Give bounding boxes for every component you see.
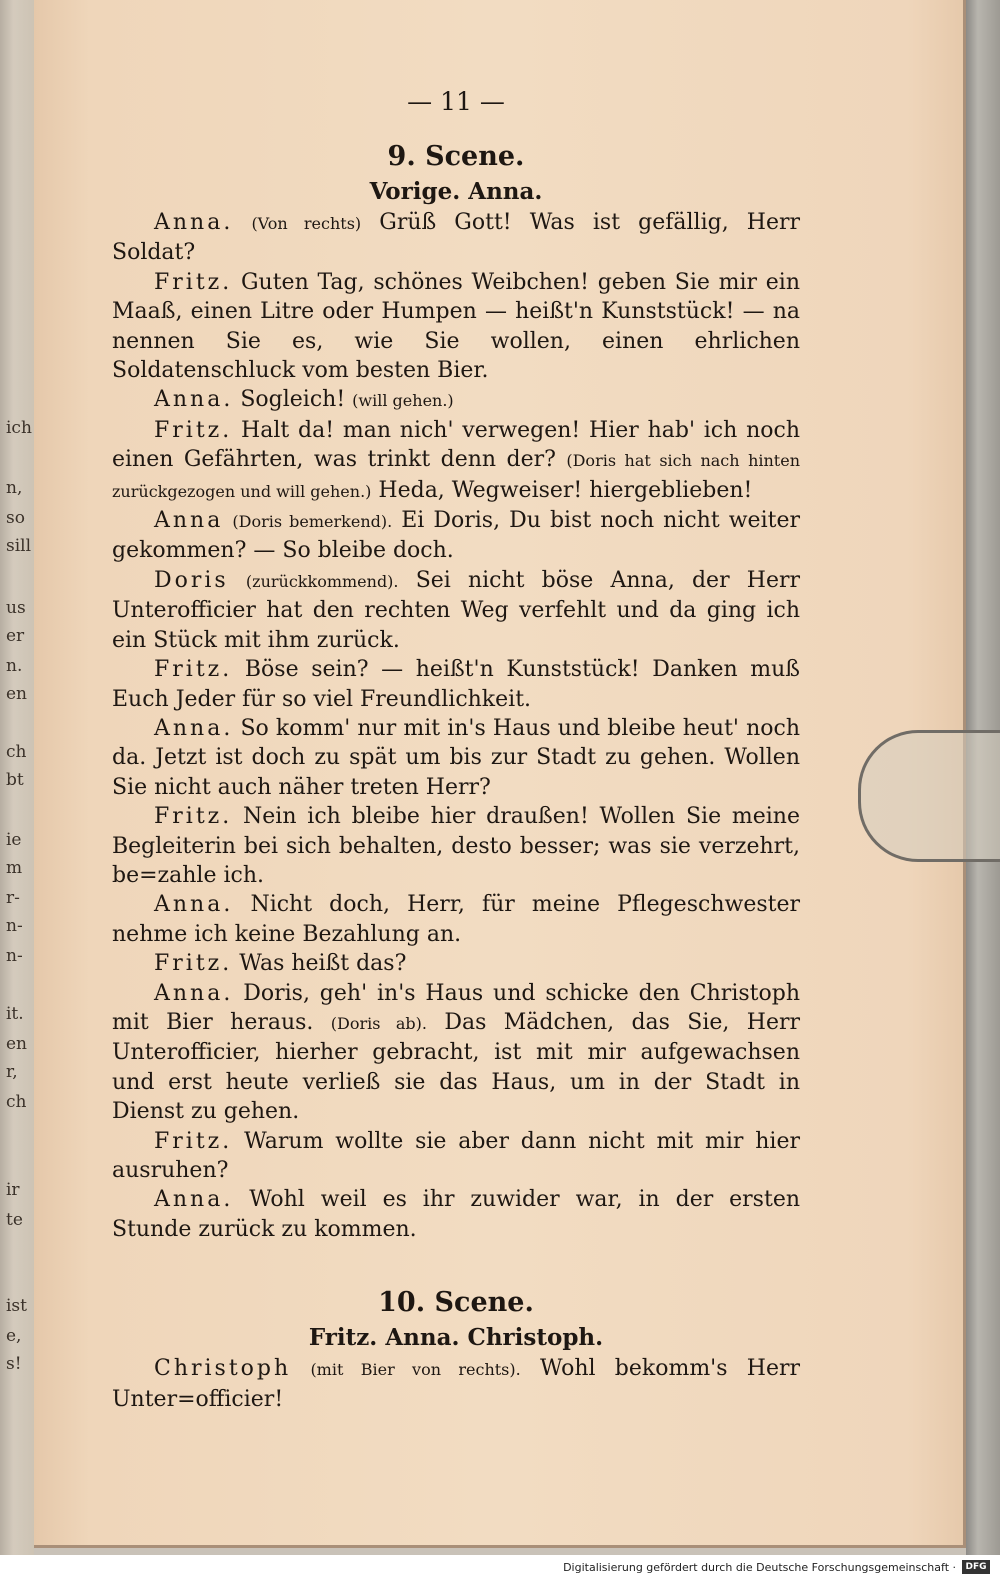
dialogue-paragraph <box>112 1354 800 1414</box>
speaker-name: Fritz. <box>154 269 233 295</box>
speaker-name: Christoph <box>154 1356 292 1382</box>
speaker-name: Fritz. <box>154 1128 233 1154</box>
scene-title: 9. Scene. <box>387 141 525 172</box>
speaker-name: Fritz. <box>154 951 233 977</box>
dialogue-text: Nicht doch, Herr, für meine Pflegeschwester nehme ich keine Bezahlung an. <box>112 892 800 947</box>
facing-fragment: n, <box>6 478 23 498</box>
facing-fragment: en <box>6 1034 28 1054</box>
stage-direction: (will gehen.) <box>352 391 454 411</box>
dialogue-paragraph <box>112 268 800 386</box>
speaker-name: Anna <box>154 508 224 534</box>
dialogue-text: Sei nicht böse Anna, der Herr Unterofficier hat den rechten Weg verfehlt und da ging ich ein Stück mit ihm zurück. <box>112 567 800 653</box>
facing-fragment: r, <box>6 1062 18 1082</box>
facing-fragment: n. <box>6 656 23 676</box>
speaker-name: Fritz. <box>154 657 233 683</box>
facing-fragment: it. <box>6 1004 24 1024</box>
dialogue-text: Heda, Wegweiser! hiergeblieben! <box>378 477 753 503</box>
stage-direction: (Doris hat sich nach hinten zurückgezogen und will gehen.) <box>112 451 801 501</box>
facing-fragment: ch <box>6 742 27 762</box>
page-content <box>112 82 800 1414</box>
facing-fragment: e, <box>6 1326 22 1346</box>
speaker-name: Anna. <box>154 210 234 235</box>
dialogue-paragraph <box>112 506 800 566</box>
speaker-name: Anna. <box>154 715 234 741</box>
dialogue-paragraph <box>112 208 800 268</box>
stage-direction: (Doris ab). <box>330 1013 428 1033</box>
footer-bar <box>0 1555 1000 1580</box>
dialogue-text: Doris, geh' in's Haus und schicke den Christoph mit Bier heraus. <box>112 980 800 1035</box>
dialogue-paragraph <box>112 949 800 978</box>
facing-fragment: ch <box>6 1092 27 1112</box>
dialogue-text: Das Mädchen, das Sie, Herr Unterofficier, hierher gebracht, ist mit mir aufgewachsen und erst heute verließ sie das Haus, um in der Stadt in Dienst zu gehen. <box>112 1009 801 1125</box>
stage-direction: (mit Bier von rechts). <box>310 1360 521 1380</box>
dialogue-paragraph <box>112 890 800 949</box>
facing-fragment: ist <box>6 1296 27 1316</box>
dialogue-text: Guten Tag, schönes Weibchen! geben Sie mir ein Maaß, einen Litre oder Humpen — heißt'n Kunststück! — na nennen Sie es, wie Sie wollen, einen ehrlichen Soldatenschluck vom besten Bier. <box>112 269 800 384</box>
dialogue-text: Was heißt das? <box>239 951 407 977</box>
facing-fragment: us <box>6 598 26 618</box>
facing-fragment: ich <box>6 418 32 438</box>
speaker-name: Fritz. <box>154 417 233 443</box>
dialogue-paragraph <box>112 566 800 655</box>
dialogue-text: Ei Doris, Du bist noch nicht weiter gekommen? — So bleibe doch. <box>112 508 800 564</box>
facing-fragment: ie <box>6 830 22 850</box>
dialogue-paragraph <box>112 1185 800 1244</box>
bookmark-ribbon <box>858 730 1000 862</box>
speaker-name: Anna. <box>154 892 234 918</box>
scene-cast: Fritz. Anna. Christoph. <box>308 1324 604 1352</box>
stage-direction: (Von rechts) <box>251 214 362 233</box>
dialogue-text: Halt da! man nich' verwegen! Hier hab' ich noch einen Gefährten, was trinkt denn der? <box>112 417 800 473</box>
facing-page-edge <box>0 0 34 1555</box>
scene-title: 10. Scene. <box>378 1287 534 1319</box>
dialogue-text: Nein ich bleibe hier draußen! Wollen Sie meine Begleiterin bei sich behalten, desto besser; was sie verzehrt, be=zahle ich. <box>112 804 800 888</box>
dialogue-text: Sogleich! <box>240 387 346 413</box>
speaker-name: Anna. <box>154 980 234 1006</box>
facing-fragment: sill <box>6 536 32 556</box>
dialogue-text: Grüß Gott! Was ist gefällig, Herr Soldat? <box>112 210 801 266</box>
facing-fragment: te <box>6 1210 23 1230</box>
facing-fragment: n- <box>6 916 23 936</box>
dialogue-paragraph <box>112 979 800 1127</box>
dialogue-paragraph <box>112 1127 800 1186</box>
facing-fragment: m <box>6 858 23 878</box>
stage-direction: (zurückkommend). <box>245 571 399 591</box>
dialogue-text: Böse sein? — heißt'n Kunststück! Danken muß Euch Jeder für so viel Freundlichkeit. <box>112 657 800 712</box>
funding-notice: Digitalisierung gefördert durch die Deutsche Forschungsgemeinschaft · <box>563 1561 956 1574</box>
scene-gap <box>112 1244 800 1268</box>
dialogue-text: So komm' nur mit in's Haus und bleibe heut' noch da. Jetzt ist doch zu spät um bis zur Stadt zu gehen. Wollen Sie nicht auch näher treten Herr? <box>112 715 800 800</box>
stage-direction: (Doris bemerkend). <box>232 512 393 532</box>
scene-9-dialogue <box>112 208 800 1244</box>
facing-fragment: en <box>6 684 28 704</box>
dfg-logo: DFG <box>962 1560 990 1574</box>
scene-10-dialogue <box>112 1354 800 1414</box>
facing-fragment: so <box>6 508 25 528</box>
dialogue-text: Warum wollte sie aber dann nicht mit mir hier ausruhen? <box>112 1128 800 1183</box>
facing-fragment: r- <box>6 888 20 908</box>
speaker-name: Fritz. <box>154 804 233 830</box>
scene-cast: Vorige. Anna. <box>369 178 543 205</box>
facing-fragment: bt <box>6 770 24 790</box>
dialogue-paragraph <box>112 416 800 506</box>
dialogue-paragraph <box>112 385 800 415</box>
speaker-name: Doris <box>154 567 229 593</box>
dialogue-text: Wohl weil es ihr zuwider war, in der ersten Stunde zurück zu kommen. <box>112 1187 801 1242</box>
facing-fragment: n- <box>6 946 23 966</box>
dialogue-paragraph <box>112 802 800 890</box>
page-number: — 11 — <box>407 87 505 116</box>
dialogue-paragraph <box>112 655 800 714</box>
dialogue-text: Wohl bekomm's Herr Unter=officier! <box>112 1356 800 1412</box>
dialogue-paragraph <box>112 714 800 802</box>
facing-fragment: er <box>6 626 25 646</box>
speaker-name: Anna. <box>154 387 234 413</box>
facing-fragment: s! <box>6 1354 22 1374</box>
speaker-name: Anna. <box>154 1187 234 1213</box>
facing-fragment: ir <box>6 1180 20 1200</box>
